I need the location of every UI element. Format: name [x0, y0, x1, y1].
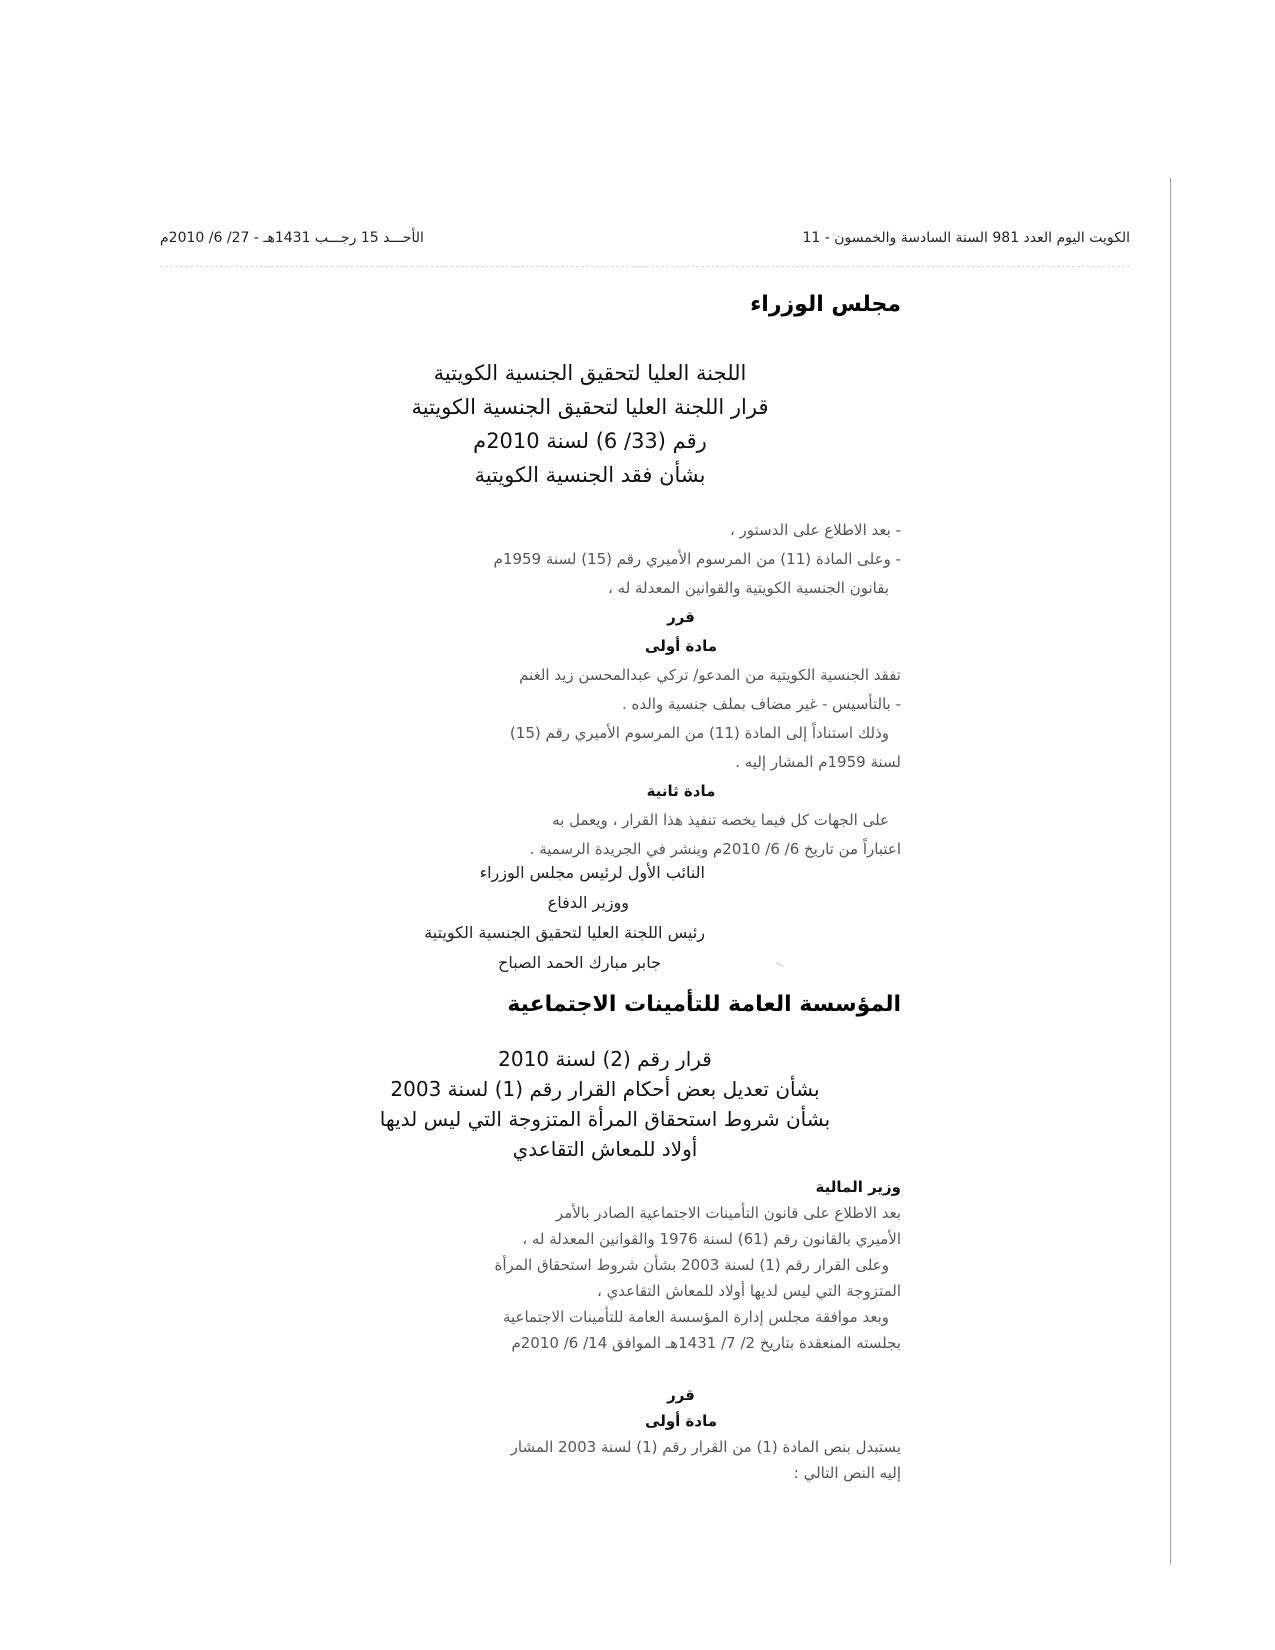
- preamble-line: - بعد الاطلاع على الدستور ،: [729, 521, 901, 539]
- header-publication-info: الكويت اليوم العدد 981 السنة السادسة والخمسون - 11: [802, 230, 1130, 246]
- minister-heading: وزير المالية: [815, 1178, 901, 1196]
- scan-mark: [776, 962, 783, 967]
- header-divider: [160, 266, 1130, 267]
- title-line: قرار رقم (2) لسنة 2010: [498, 1047, 712, 1071]
- decree-body: [461, 516, 901, 864]
- header-date: الأحـــد 15 رجـــب 1431هـ - 27/ 6/ 2010م: [160, 230, 424, 246]
- title-line: أولاد للمعاش التقاعدي: [512, 1137, 698, 1161]
- signature-line: النائب الأول لرئيس مجلس الوزراء: [479, 863, 705, 882]
- article-1-heading: مادة أولى: [645, 1412, 717, 1430]
- decided-heading: قرر: [667, 1386, 695, 1404]
- title-line: بشأن شروط استحقاق المرأة المتزوجة التي ليس لديها: [379, 1107, 831, 1131]
- signature-line: رئيس اللجنة العليا لتحقيق الجنسية الكويتية: [424, 923, 705, 942]
- article-line: وذلك استناداً إلى المادة (11) من المرسوم الأميري رقم (15): [509, 724, 889, 742]
- preamble-line: بجلسته المنعقدة بتاريخ 2/ 7/ 1431هـ الموافق 14/ 6/ 2010م: [511, 1334, 901, 1352]
- preamble-line: المتزوجة التي ليس لديها أولاد للمعاش التقاعدي ،: [596, 1282, 901, 1300]
- title-line: بشأن تعديل بعض أحكام القرار رقم (1) لسنة 2003: [390, 1077, 820, 1101]
- spacer: [461, 1356, 901, 1382]
- preamble-line: - وعلى المادة (11) من المرسوم الأميري رقم (15) لسنة 1959م: [493, 550, 901, 568]
- article-line: على الجهات كل فيما يخصه تنفيذ هذا القرار ، ويعمل به: [552, 811, 889, 829]
- article-line: لسنة 1959م المشار إليه .: [735, 753, 901, 771]
- decree-title-block: [300, 356, 880, 492]
- decided-heading: قرر: [667, 608, 695, 626]
- title-line: رقم (33/ 6) لسنة 2010م: [473, 429, 707, 453]
- page-header: [160, 226, 1130, 256]
- article-line: تفقد الجنسية الكويتية من المدعو/ تركي عبدالمحسن زيد الغنم: [519, 666, 901, 684]
- article-line: يستبدل بنص المادة (1) من القرار رقم (1) لسنة 2003 المشار: [510, 1438, 901, 1456]
- section-heading-council-of-ministers: مجلس الوزراء: [750, 292, 901, 317]
- resolution-body: [461, 1174, 901, 1486]
- article-line: - بالتأسيس - غير مضاف بملف جنسية والده .: [622, 695, 901, 713]
- signature-block: [424, 858, 705, 978]
- signatory-name: جابر مبارك الحمد الصباح: [497, 953, 661, 972]
- title-line: قرار اللجنة العليا لتحقيق الجنسية الكويتية: [411, 395, 769, 419]
- signature-line: ووزير الدفاع: [547, 893, 629, 912]
- page-edge-line: [1170, 178, 1171, 1564]
- preamble-line: بقانون الجنسية الكويتية والقوانين المعدلة له ،: [607, 579, 889, 597]
- title-line: اللجنة العليا لتحقيق الجنسية الكويتية: [433, 361, 747, 385]
- article-1-heading: مادة أولى: [645, 637, 717, 655]
- article-2-heading: مادة ثانية: [646, 782, 716, 800]
- title-line: بشأن فقد الجنسية الكويتية: [474, 463, 706, 487]
- preamble-line: وعلى القرار رقم (1) لسنة 2003 بشأن شروط استحقاق المرأة: [494, 1256, 889, 1274]
- preamble-line: الأميري بالقانون رقم (61) لسنة 1976 والقوانين المعدلة له ،: [522, 1230, 901, 1248]
- section-heading-social-security: المؤسسة العامة للتأمينات الاجتماعية: [507, 992, 901, 1017]
- article-line: إليه النص التالي :: [793, 1464, 901, 1482]
- preamble-line: بعد الاطلاع على قانون التأمينات الاجتماعية الصادر بالأمر: [555, 1204, 901, 1222]
- preamble-line: وبعد موافقة مجلس إدارة المؤسسة العامة للتأمينات الاجتماعية: [502, 1308, 889, 1326]
- article-line: اعتباراً من تاريخ 6/ 6/ 2010م وينشر في الجريدة الرسمية .: [529, 840, 901, 858]
- resolution-title-block: [330, 1044, 880, 1164]
